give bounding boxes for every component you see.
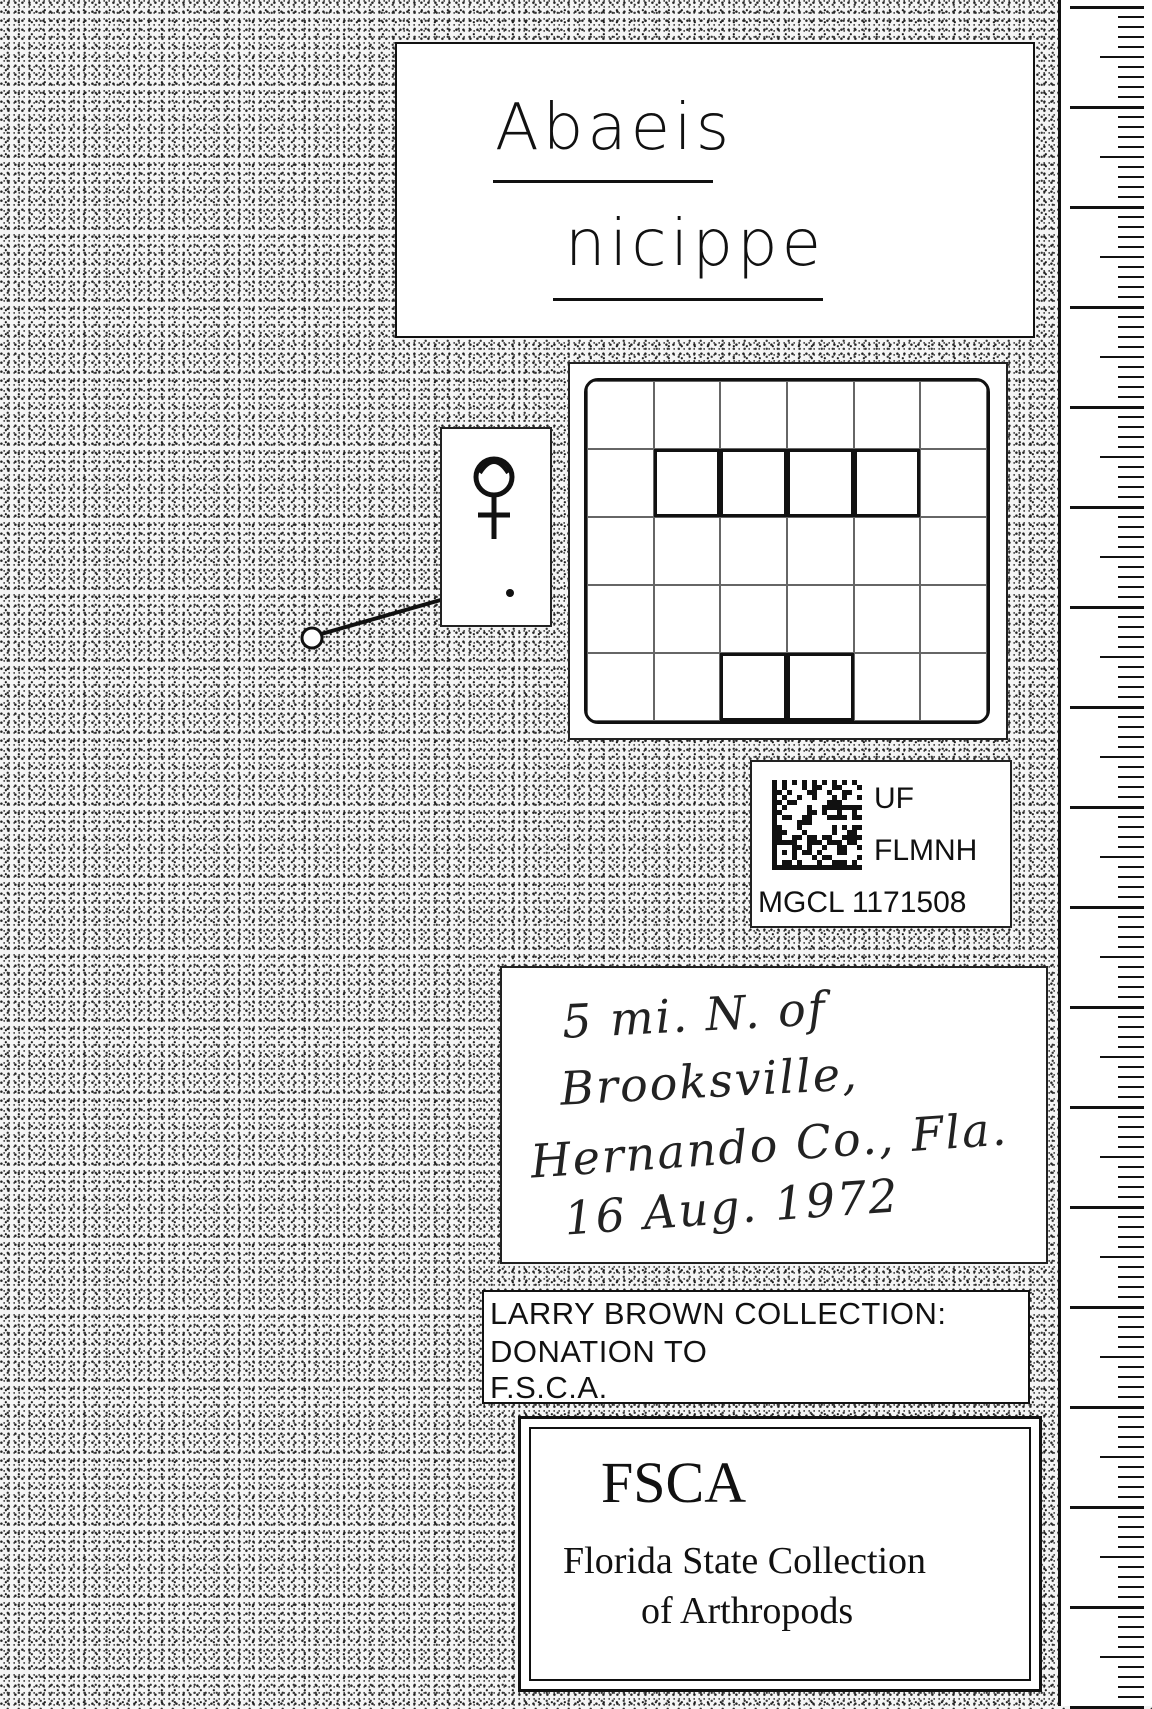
ruler-tick: [1118, 1086, 1144, 1088]
ruler-tick: [1118, 776, 1144, 778]
ruler-tick: [1100, 456, 1144, 458]
ruler-tick: [1070, 1506, 1144, 1509]
ruler-tick: [1118, 436, 1144, 438]
ruler-tick: [1118, 946, 1144, 948]
ruler-tick: [1118, 1066, 1144, 1068]
ruler-tick: [1118, 236, 1144, 238]
ruler-tick: [1118, 76, 1144, 78]
fsca-inner-border: [529, 1427, 1031, 1681]
color-swatch: [587, 585, 654, 653]
ruler-tick: [1118, 336, 1144, 338]
ruler-tick: [1118, 1336, 1144, 1338]
ruler-tick: [1118, 296, 1144, 298]
ruler-tick: [1118, 16, 1144, 18]
ruler-tick: [1118, 1286, 1144, 1288]
color-swatch: [920, 517, 987, 585]
ruler-tick: [1100, 156, 1144, 158]
ruler-tick: [1118, 186, 1144, 188]
ruler-tick: [1100, 1056, 1144, 1058]
color-swatch: [787, 653, 854, 721]
collection-label: [482, 1290, 1030, 1404]
ruler-tick: [1118, 816, 1144, 818]
ruler-tick: [1100, 956, 1144, 958]
ruler-tick: [1070, 1106, 1144, 1109]
measurement-ruler: [1058, 0, 1152, 1706]
color-swatch: [720, 517, 787, 585]
ruler-tick: [1118, 486, 1144, 488]
ruler-tick: [1118, 1696, 1144, 1698]
ruler-tick: [1118, 976, 1144, 978]
color-swatch: [587, 381, 654, 449]
ruler-tick: [1118, 1376, 1144, 1378]
color-swatch: [720, 381, 787, 449]
ruler-tick: [1100, 1456, 1144, 1458]
ruler-tick: [1118, 1516, 1144, 1518]
locality-line-2: Brooksville,: [558, 1046, 860, 1116]
ruler-tick: [1118, 1646, 1144, 1648]
ruler-tick: [1118, 1526, 1144, 1528]
ruler-tick: [1118, 246, 1144, 248]
color-grid: [584, 378, 990, 724]
collection-date: 16 Aug. 1972: [562, 1168, 902, 1246]
color-swatch: [720, 653, 787, 721]
ruler-tick: [1118, 1636, 1144, 1638]
ruler-tick: [1118, 696, 1144, 698]
ruler-tick: [1070, 906, 1144, 909]
ruler-tick: [1118, 416, 1144, 418]
ruler-tick: [1118, 366, 1144, 368]
ruler-tick: [1118, 496, 1144, 498]
ruler-tick: [1118, 1076, 1144, 1078]
ruler-tick: [1118, 996, 1144, 998]
ruler-tick: [1118, 916, 1144, 918]
locality-line-1: 5 mi. N. of: [560, 981, 828, 1049]
ruler-tick: [1118, 1136, 1144, 1138]
color-swatch: [787, 449, 854, 517]
ruler-tick: [1118, 886, 1144, 888]
color-swatch: [654, 517, 721, 585]
ruler-tick: [1100, 1356, 1144, 1358]
ruler-tick: [1118, 1276, 1144, 1278]
ruler-tick: [1118, 316, 1144, 318]
ruler-tick: [1118, 826, 1144, 828]
ruler-tick: [1118, 1386, 1144, 1388]
color-swatch: [654, 381, 721, 449]
fsca-name-line-2: of Arthropods: [641, 1590, 854, 1632]
ruler-tick: [1118, 1266, 1144, 1268]
ruler-tick: [1118, 26, 1144, 28]
ruler-tick: [1118, 66, 1144, 68]
ruler-tick: [1118, 1626, 1144, 1628]
ruler-tick: [1118, 736, 1144, 738]
ruler-tick: [1118, 1616, 1144, 1618]
ruler-tick: [1118, 1146, 1144, 1148]
ruler-tick: [1100, 556, 1144, 558]
ruler-tick: [1118, 276, 1144, 278]
ruler-tick: [1070, 206, 1144, 209]
ruler-tick: [1118, 1226, 1144, 1228]
ruler-tick: [1118, 426, 1144, 428]
ruler-tick: [1118, 286, 1144, 288]
ruler-tick: [1118, 746, 1144, 748]
ruler-tick: [1070, 1206, 1144, 1209]
ruler-tick: [1118, 666, 1144, 668]
ruler-tick: [1118, 846, 1144, 848]
ruler-tick: [1118, 636, 1144, 638]
ruler-tick: [1118, 1236, 1144, 1238]
ruler-tick: [1100, 1556, 1144, 1558]
ruler-tick: [1118, 1326, 1144, 1328]
ruler-tick: [1118, 1216, 1144, 1218]
ruler-tick: [1100, 1256, 1144, 1258]
ruler-tick: [1100, 56, 1144, 58]
color-swatch: [854, 381, 921, 449]
color-swatch: [854, 653, 921, 721]
ruler-tick: [1118, 566, 1144, 568]
ruler-tick: [1118, 1176, 1144, 1178]
ruler-tick: [1118, 476, 1144, 478]
ruler-tick: [1118, 526, 1144, 528]
ruler-tick: [1118, 1466, 1144, 1468]
genus-name: Abaeis: [495, 91, 734, 165]
ruler-tick: [1118, 146, 1144, 148]
ruler-tick: [1070, 806, 1144, 809]
ruler-tick: [1118, 396, 1144, 398]
ruler-tick: [1070, 106, 1144, 109]
ruler-tick: [1118, 516, 1144, 518]
ruler-tick: [1118, 1566, 1144, 1568]
ruler-tick: [1118, 136, 1144, 138]
ruler-tick: [1118, 376, 1144, 378]
genus-underline: [493, 180, 713, 183]
ruler-tick: [1100, 856, 1144, 858]
ruler-tick: [1118, 1596, 1144, 1598]
color-swatch: [920, 449, 987, 517]
ruler-tick: [1118, 966, 1144, 968]
barcode-label: [750, 760, 1012, 928]
ruler-tick: [1070, 1606, 1144, 1609]
ruler-tick: [1118, 1686, 1144, 1688]
ruler-tick: [1118, 1016, 1144, 1018]
species-label: [395, 42, 1035, 338]
color-swatch: [920, 381, 987, 449]
datamatrix-barcode-icon: [772, 780, 862, 870]
ruler-tick: [1118, 266, 1144, 268]
ruler-tick: [1118, 1346, 1144, 1348]
ruler-tick: [1070, 6, 1144, 9]
ruler-tick: [1118, 1126, 1144, 1128]
ruler-tick: [1118, 866, 1144, 868]
ruler-tick: [1118, 1096, 1144, 1098]
ruler-tick: [1118, 1296, 1144, 1298]
color-swatch: [854, 585, 921, 653]
ruler-tick: [1118, 546, 1144, 548]
ruler-tick: [1118, 896, 1144, 898]
ruler-tick: [1118, 46, 1144, 48]
ruler-tick: [1118, 96, 1144, 98]
ruler-tick: [1070, 606, 1144, 609]
ruler-tick: [1118, 1186, 1144, 1188]
ruler-tick: [1118, 1666, 1144, 1668]
ruler-tick: [1118, 1576, 1144, 1578]
ruler-tick: [1118, 226, 1144, 228]
ruler-tick: [1118, 386, 1144, 388]
color-swatch: [587, 653, 654, 721]
ruler-tick: [1070, 306, 1144, 309]
ruler-tick: [1118, 676, 1144, 678]
locality-label: [500, 966, 1048, 1264]
color-swatch: [587, 449, 654, 517]
ruler-tick: [1118, 716, 1144, 718]
ruler-tick: [1100, 756, 1144, 758]
ruler-tick: [1118, 1676, 1144, 1678]
ruler-tick: [1118, 166, 1144, 168]
ruler-tick: [1118, 786, 1144, 788]
ruler-tick: [1118, 326, 1144, 328]
ruler-tick: [1118, 926, 1144, 928]
species-underline: [553, 298, 823, 301]
ruler-tick: [1118, 726, 1144, 728]
color-swatch: [854, 449, 921, 517]
ruler-tick: [1118, 176, 1144, 178]
ruler-tick: [1118, 86, 1144, 88]
ruler-tick: [1118, 616, 1144, 618]
ruler-tick: [1118, 1416, 1144, 1418]
ruler-tick: [1118, 646, 1144, 648]
ruler-tick: [1118, 446, 1144, 448]
ruler-tick: [1100, 356, 1144, 358]
species-name: nicippe: [565, 207, 825, 281]
color-swatch: [920, 585, 987, 653]
ruler-tick: [1118, 876, 1144, 878]
ruler-tick: [1118, 576, 1144, 578]
fsca-name-line-1: Florida State Collection: [563, 1540, 927, 1582]
ruler-tick: [1100, 256, 1144, 258]
ruler-tick: [1070, 706, 1144, 709]
ruler-tick: [1118, 1446, 1144, 1448]
ruler-tick: [1100, 1656, 1144, 1658]
ruler-tick: [1118, 466, 1144, 468]
ruler-tick: [1118, 1166, 1144, 1168]
color-swatch: [787, 381, 854, 449]
color-swatch: [587, 517, 654, 585]
color-swatch: [787, 517, 854, 585]
ruler-tick: [1118, 126, 1144, 128]
ruler-tick: [1118, 1496, 1144, 1498]
ruler-tick: [1118, 1246, 1144, 1248]
ruler-tick: [1118, 1366, 1144, 1368]
ruler-tick: [1118, 766, 1144, 768]
ruler-tick: [1118, 626, 1144, 628]
ruler-tick: [1118, 686, 1144, 688]
color-swatch: [720, 449, 787, 517]
female-symbol-icon: [442, 429, 552, 627]
ruler-tick: [1118, 1436, 1144, 1438]
color-swatch: [720, 585, 787, 653]
institution-flmnh: FLMNH: [874, 834, 978, 867]
fsca-label: [518, 1416, 1042, 1692]
ruler-tick: [1118, 1036, 1144, 1038]
ruler-tick: [1118, 1116, 1144, 1118]
ruler-tick: [1118, 1396, 1144, 1398]
sex-label: [440, 427, 552, 627]
ruler-tick: [1118, 1546, 1144, 1548]
color-calibration-card: [568, 362, 1008, 740]
color-swatch: [654, 585, 721, 653]
ruler-tick: [1118, 1476, 1144, 1478]
ruler-tick: [1118, 1026, 1144, 1028]
color-swatch: [920, 653, 987, 721]
ruler-tick: [1070, 1006, 1144, 1009]
ruler-tick: [1118, 346, 1144, 348]
ruler-tick: [1100, 656, 1144, 658]
ruler-tick: [1118, 1586, 1144, 1588]
ruler-tick: [1118, 936, 1144, 938]
ruler-tick: [1118, 1316, 1144, 1318]
ruler-tick: [1118, 596, 1144, 598]
color-swatch: [787, 585, 854, 653]
catalog-number: MGCL 1171508: [758, 886, 967, 919]
ruler-tick: [1118, 1196, 1144, 1198]
ruler-tick: [1118, 36, 1144, 38]
ruler-tick: [1070, 1306, 1144, 1309]
collection-line-2: DONATION TO: [490, 1334, 708, 1369]
ruler-tick: [1118, 986, 1144, 988]
ruler-tick: [1118, 536, 1144, 538]
institution-uf: UF: [874, 782, 914, 815]
ruler-tick: [1118, 796, 1144, 798]
ruler-tick: [1118, 586, 1144, 588]
ruler-tick: [1118, 216, 1144, 218]
ruler-tick: [1118, 1046, 1144, 1048]
ruler-tick: [1070, 506, 1144, 509]
color-swatch: [854, 517, 921, 585]
collection-line-3: F.S.C.A.: [490, 1370, 608, 1405]
locality-line-3: Hernando Co., Fla.: [528, 1101, 1010, 1189]
fsca-abbreviation: FSCA: [601, 1450, 747, 1515]
color-swatch: [654, 449, 721, 517]
ruler-tick: [1100, 1156, 1144, 1158]
ruler-tick: [1070, 1406, 1144, 1409]
collection-line-1: LARRY BROWN COLLECTION:: [490, 1296, 947, 1331]
color-swatch: [654, 653, 721, 721]
ruler-tick: [1118, 116, 1144, 118]
ruler-tick: [1118, 1536, 1144, 1538]
ruler-tick: [1118, 196, 1144, 198]
ruler-tick: [1118, 1486, 1144, 1488]
ruler-tick: [1070, 406, 1144, 409]
ruler-tick: [1118, 1426, 1144, 1428]
ruler-tick: [1118, 836, 1144, 838]
